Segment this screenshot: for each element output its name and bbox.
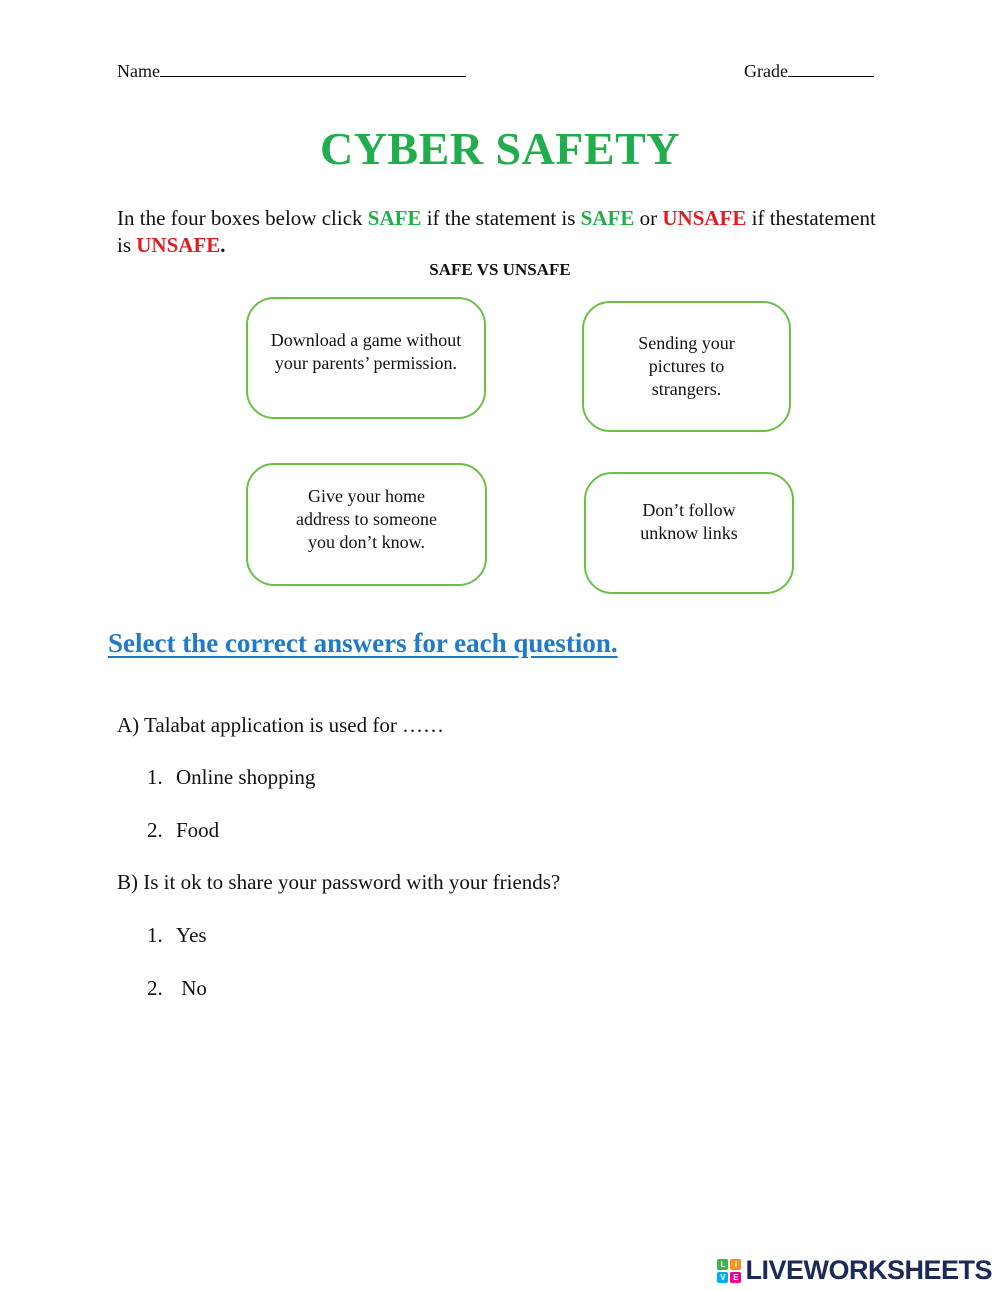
name-field[interactable]	[117, 58, 466, 82]
instruction-text	[117, 205, 877, 259]
name-blank-line[interactable]	[160, 58, 466, 77]
unsafe-word: UNSAFE	[136, 233, 221, 257]
instruction-part: In the four boxes below click	[117, 206, 368, 230]
logo-text: LIVEWORKSHEETS	[745, 1255, 992, 1285]
statement-box-home-address[interactable]	[246, 463, 487, 586]
safe-word: SAFE	[580, 206, 635, 230]
grade-label: Grade	[744, 61, 788, 81]
logo-letter-cell: I	[730, 1259, 741, 1270]
logo-letter-cell: L	[717, 1259, 728, 1270]
page-title: CYBER SAFETY	[319, 123, 680, 174]
liveworksheets-logo	[717, 1255, 992, 1286]
option-text: Online shopping	[176, 765, 316, 789]
statement-box-download-game[interactable]	[246, 297, 486, 419]
instruction-part: if thestatement is	[117, 206, 876, 257]
option-text: Yes	[176, 923, 207, 947]
option-text: No	[176, 976, 207, 1000]
statement-text: Don’t follow unknow links	[640, 500, 738, 543]
logo-letter-cell: V	[717, 1272, 728, 1283]
section-subtitle: SAFE VS UNSAFE	[429, 260, 571, 279]
statement-box-sending-pictures[interactable]	[582, 301, 791, 432]
unsafe-word: UNSAFE	[662, 206, 747, 230]
name-label: Name	[117, 61, 160, 81]
section-heading: Select the correct answers for each question.	[108, 628, 618, 658]
answer-option-b1[interactable]	[147, 923, 207, 948]
option-number: 1.	[147, 765, 163, 789]
statement-text: Sending your pictures to strangers.	[638, 333, 735, 399]
logo-letter-cell: E	[730, 1272, 741, 1283]
instruction-period: .	[220, 233, 226, 257]
safe-word: SAFE	[367, 206, 422, 230]
logo-icon	[717, 1259, 741, 1283]
answer-option-b2[interactable]	[147, 976, 207, 1001]
option-number: 1.	[147, 923, 163, 947]
option-number: 2.	[147, 818, 163, 842]
grade-field[interactable]	[744, 58, 874, 82]
statement-box-unknown-links[interactable]	[584, 472, 794, 594]
option-text: Food	[176, 818, 220, 842]
instruction-part: or	[634, 206, 663, 230]
instruction-part: if the statement is	[421, 206, 581, 230]
option-number: 2.	[147, 976, 163, 1000]
statement-text: Give your home address to someone you don’t know.	[296, 486, 437, 552]
question-a: A) Talabat application is used for ……	[117, 713, 445, 737]
answer-option-a1[interactable]	[147, 765, 315, 790]
grade-blank-line[interactable]	[788, 58, 874, 77]
question-b: B) Is it ok to share your password with your friends?	[117, 870, 561, 894]
answer-option-a2[interactable]	[147, 818, 219, 843]
statement-text: Download a game without your parents’ permission.	[270, 330, 462, 373]
